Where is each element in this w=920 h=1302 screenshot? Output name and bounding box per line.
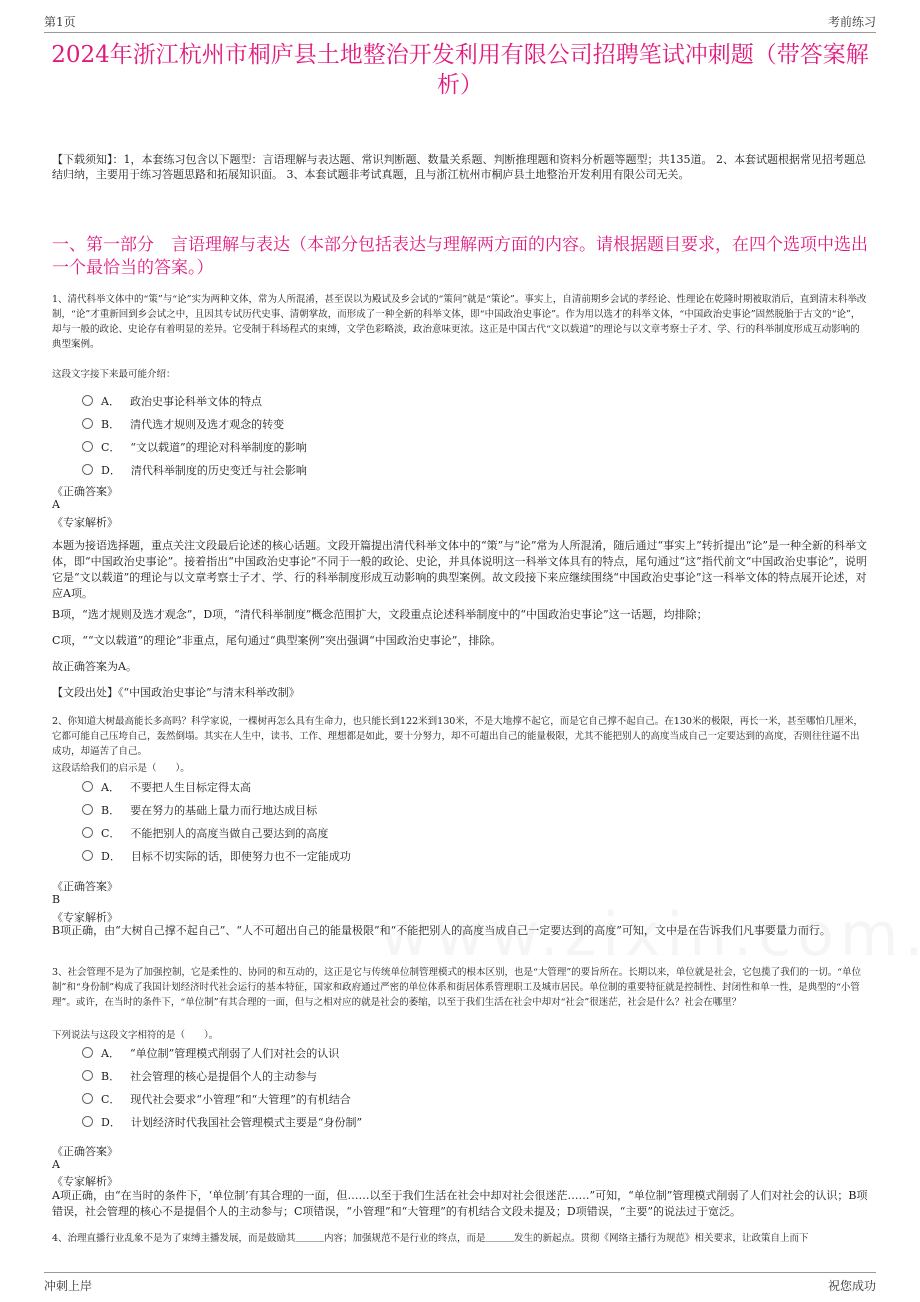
q1-analysis-3: C项，““文以载道”的理论”非重点，尾句通过“典型案例”突出强调“中国政治史事论”，排除。 — [52, 634, 502, 647]
q2-answer: B — [52, 893, 61, 906]
q3-option-c[interactable]: C． 现代社会要求“小管理”和“大管理”的有机结合 — [82, 1087, 860, 1110]
radio-icon[interactable] — [82, 464, 93, 475]
radio-icon[interactable] — [82, 1070, 93, 1081]
download-notice: 【下载须知】：1，本套练习包含以下题型：言语理解与表达题、常识判断题、数量关系题、判断推理题和资料分析题等题型；共135道。 2、本套试题根据常见招考题总结归纳，主要用于练习答题思路和拓展知识面。 3、本套试题非考试真题，且与浙江杭州市桐庐县土地整治开发利用有限公司无关。 — [52, 153, 866, 181]
q3-option-d[interactable]: D． 计划经济时代我国社会管理模式主要是“身份制” — [82, 1110, 860, 1133]
section-heading: 一、第一部分 言语理解与表达（本部分包括表达与理解两方面的内容。请根据题目要求，在四个选项中选出一个最恰当的答案。） — [52, 235, 868, 278]
q1-option-d[interactable]: D． 清代科举制度的历史变迁与社会影响 — [82, 458, 860, 481]
q3-stem: 3、社会管理不是为了加强控制，它是柔性的、协同的和互动的，这正是它与传统单位制管理模式的根本区别，也是“大管理”的要旨所在。长期以来，单位就是社会，它包揽了我们的一切。“单位制”和“身份制”构成了我国计划经济时代社会运行的基本特征，国家和政府通过严密的单位体系和街居体系管理职工及城市居民。单位制的重要特征就是控制性、封闭性和单一性，是典型的“小管理”。或许，在当时的条件下，“单位制”有其合理的一面，但与之相对应的就是社会的萎缩，以至于我们生活在社会中却对“社会”很迷茫，社会是什么？社会在哪里？ — [52, 967, 862, 1008]
page-number: 第1页 — [44, 15, 76, 29]
q1-option-c[interactable]: C． “文以载道”的理论对科举制度的影响 — [82, 435, 860, 458]
q3-analysis: A项正确，由“在当时的条件下，‘单位制’有其合理的一面，但……以至于我们生活在社会中却对社会很迷茫……”可知，“单位制”管理模式削弱了人们对社会的认识；B项错误，社会管理的核心不是提倡个人的主动参与；C项错误，“小管理”和“大管理”的有机结合文段未提及；D项错误，“主要”的说法过于宽泛。 — [52, 1189, 868, 1218]
q1-option-b[interactable]: B． 清代选才规则及选才观念的转变 — [82, 412, 860, 435]
radio-icon[interactable] — [82, 1093, 93, 1104]
radio-icon[interactable] — [82, 850, 93, 861]
q3-option-a[interactable]: A． “单位制”管理模式削弱了人们对社会的认识 — [82, 1041, 860, 1064]
q1-analysis-label: 《专家解析》 — [52, 516, 118, 529]
q2-stem: 2、你知道大树最高能长多高吗？科学家说，一棵树再怎么具有生命力，也只能长到122米到130米，不是大地撑不起它，而是它自己撑不起自己。在130米的极限，再长一米，甚至哪怕几厘米，它都可能自己压垮自己，轰然倒塌。其实在人生中，读书、工作、理想都是如此，要十分努力，却不可超出自己的能量极限，尤其不能把别人的高度当成自己一定要达到的高度，否则往往逼不出成功，却逼苦了自己。 — [52, 716, 863, 757]
q3-analysis-label: 《专家解析》 — [52, 1175, 118, 1188]
q1-options — [82, 389, 860, 481]
document-title: 2024年浙江杭州市桐庐县土地整治开发利用有限公司招聘笔试冲刺题（带答案解析） — [51, 42, 869, 98]
radio-icon[interactable] — [82, 1047, 93, 1058]
radio-icon[interactable] — [82, 441, 93, 452]
q3-answer: A — [52, 1158, 60, 1171]
q1-analysis-2: B项，“选才规则及选才观念”，D项，“清代科举制度”概念范围扩大，文段重点论述科举制度中的“中国政治史事论”这一话题，均排除； — [52, 608, 708, 621]
q1-prompt: 这段文字接下来最可能介绍： — [52, 369, 176, 380]
q2-option-d[interactable]: D． 目标不切实际的话，即使努力也不一定能成功 — [82, 844, 860, 867]
q3-option-b[interactable]: B． 社会管理的核心是提倡个人的主动参与 — [82, 1064, 860, 1087]
q2-options — [82, 775, 860, 867]
footer-left: 冲刺上岸 — [44, 1279, 93, 1293]
q1-stem: 1、清代科举文体中的“策”与“论”实为两种文体，常为人所混淆，甚至误以为殿试及乡会试的“策问”就是“策论”。事实上，自清前期乡会试的孝经论、性理论在乾隆时期被取消后，直到清末科举改制，“论”才重新回到乡会试之中，且因其专试历代史事、清朝掌故，而形成了一种全新的科举文体，即“中国政治史事论”。作为用以选才的科举文体，“中国政治史事论”固然脱胎于古文的“论”，却与一般的政论、史论存有着明显的差异。它受制于科场程式的束缚，文学色彩略淡，政治意味更浓。这正是中国古代“文以载道”的理论与以文章考察士子才、学、行的科举制度形成互动影响的典型案例。 — [52, 294, 867, 350]
q2-answer-label: 《正确答案》 — [52, 880, 118, 893]
header-label: 考前练习 — [827, 15, 876, 29]
q3-answer-label: 《正确答案》 — [52, 1145, 118, 1158]
q1-analysis-4: 故正确答案为A。 — [52, 660, 137, 673]
radio-icon[interactable] — [82, 781, 93, 792]
q2-option-c[interactable]: C． 不能把别人的高度当做自己要达到的高度 — [82, 821, 860, 844]
radio-icon[interactable] — [82, 418, 93, 429]
q3-prompt: 下列说法与这段文字相符的是（ ）。 — [52, 1030, 219, 1041]
footer-right: 祝您成功 — [827, 1279, 876, 1293]
q4-stem: 4、治理直播行业乱象不是为了束缚主播发展，而是鼓励其＿＿＿内容；加强规范不是行业的终点，而是＿＿＿发生的新起点。贯彻《网络主播行为规范》相关要求，让政策自上而下 — [52, 1233, 809, 1244]
q2-prompt: 这段话给我们的启示是（ ）。 — [52, 763, 190, 774]
radio-icon[interactable] — [82, 804, 93, 815]
q1-answer-label: 《正确答案》 — [52, 485, 118, 498]
q1-source: 【文段出处】《“中国政治史事论”与清末科举改制》 — [52, 686, 300, 699]
page-footer — [44, 1272, 876, 1293]
q2-option-b[interactable]: B． 要在努力的基础上量力而行地达成目标 — [82, 798, 860, 821]
q3-options — [82, 1041, 860, 1133]
q2-option-a[interactable]: A． 不要把人生目标定得太高 — [82, 775, 860, 798]
page-header — [44, 10, 876, 33]
radio-icon[interactable] — [82, 827, 93, 838]
radio-icon[interactable] — [82, 1116, 93, 1127]
q1-answer: A — [52, 498, 60, 511]
radio-icon[interactable] — [82, 395, 93, 406]
q2-analysis: B项正确，由“大树自己撑不起自己”、“人不可超出自己的能量极限”和“不能把别人的高度当成自己一定要达到的高度”可知，文中是在告诉我们凡事要量力而行。 — [52, 924, 831, 937]
q2-analysis-label: 《专家解析》 — [52, 911, 118, 924]
q1-option-a[interactable]: A． 政治史事论科举文体的特点 — [82, 389, 860, 412]
q1-analysis-1: 本题为接语选择题，重点关注文段最后论述的核心话题。文段开篇提出清代科举文体中的“策”与“论”常为人所混淆，随后通过“事实上”转折提出“论”是一种全新的科举文体，即“中国政治史事论”。接着指出“中国政治史事论”不同于一般的政论、史论，并具体说明这一科举文体具有的特点，尾句通过“这”指代前文“中国政治史事论”，说明它是“文以载道”的理论与以文章考察士子才、学、行的科举制度形成互动影响的典型案例。故文段接下来应继续围绕“中国政治史事论”这一科举文体的特点展开论述，对应A项。 — [52, 539, 867, 600]
